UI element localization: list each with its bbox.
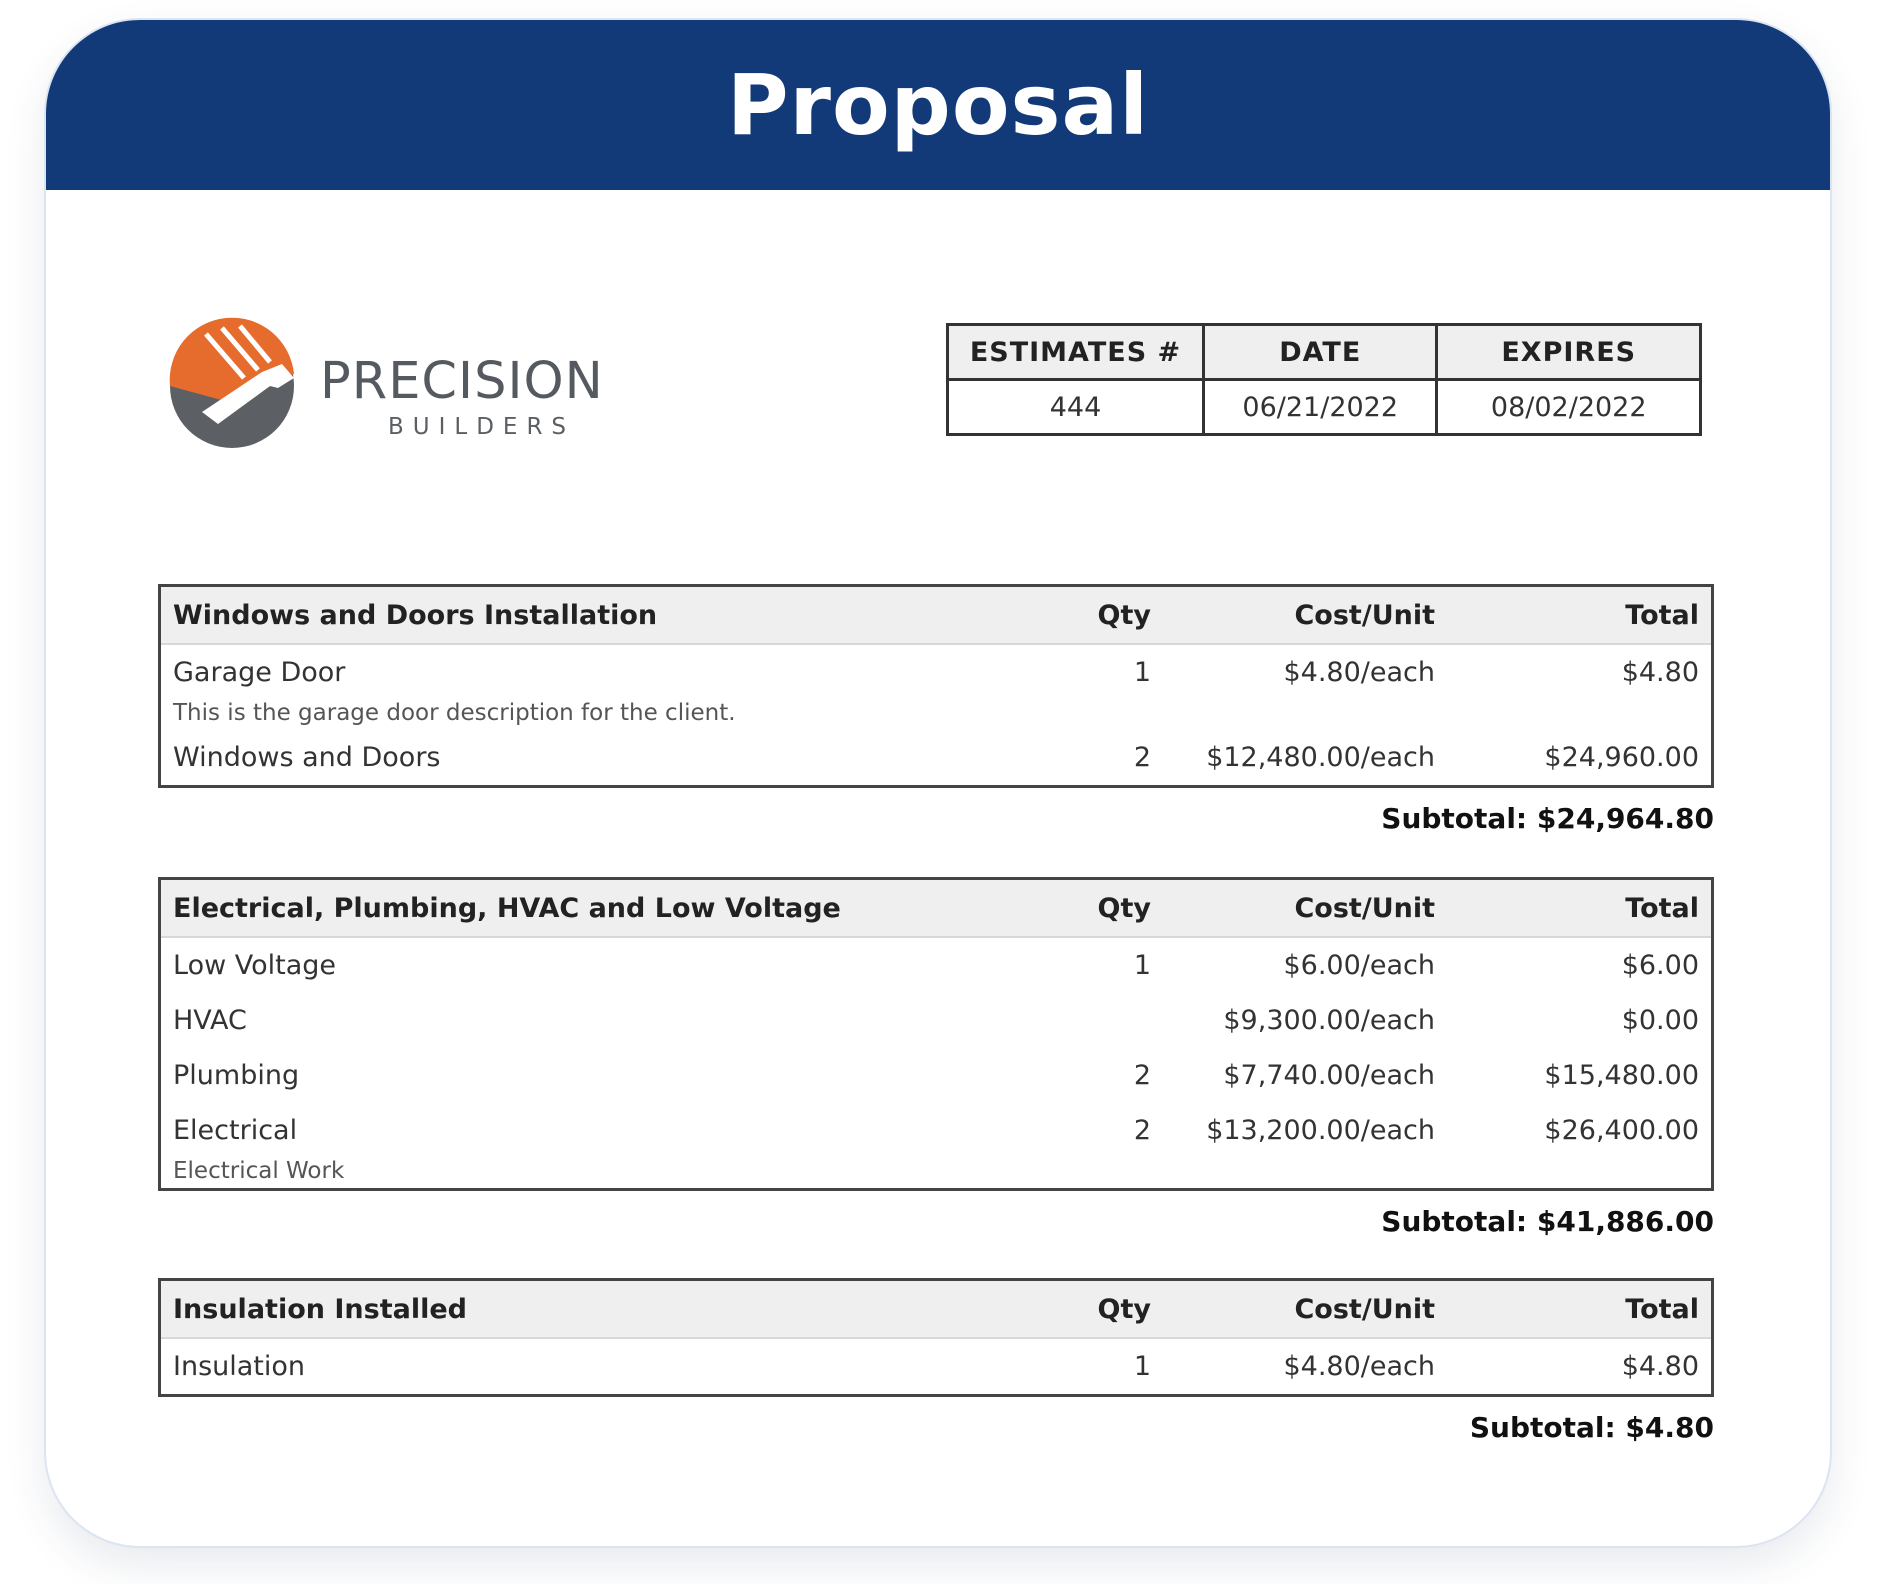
section-title: Electrical, Plumbing, HVAC and Low Voltage — [160, 879, 1050, 938]
date-value: 06/21/2022 — [1204, 380, 1437, 435]
section-subtotal: Subtotal: $24,964.80 — [1381, 802, 1714, 835]
table-row — [160, 1338, 1713, 1396]
item-cost: $13,200.00/each — [1206, 1115, 1435, 1146]
line-items-table — [158, 1278, 1714, 1397]
table-row — [160, 1103, 1713, 1158]
item-description-row — [160, 700, 1713, 730]
item-name: Garage Door — [173, 657, 346, 688]
estimate-number-header: ESTIMATES # — [948, 325, 1204, 380]
date-header: DATE — [1204, 325, 1437, 380]
item-name: Insulation — [173, 1351, 306, 1382]
qty-header: Qty — [1049, 1280, 1163, 1339]
item-description: This is the garage door description for the client. — [173, 700, 736, 726]
item-name: HVAC — [173, 1005, 247, 1036]
estimate-number-value: 444 — [948, 380, 1204, 435]
item-cost: $12,480.00/each — [1206, 742, 1435, 773]
item-name: Low Voltage — [173, 950, 337, 981]
section-subtotal: Subtotal: $41,886.00 — [1381, 1205, 1714, 1238]
cost-unit-header: Cost/Unit — [1163, 1280, 1447, 1339]
table-row — [160, 730, 1713, 787]
item-qty: 2 — [1133, 1060, 1151, 1091]
item-qty: 1 — [1133, 657, 1151, 688]
logo-subtitle: BUILDERS — [388, 414, 576, 440]
line-items-table — [158, 877, 1714, 1191]
item-name: Windows and Doors — [173, 742, 441, 773]
item-cost: $4.80/each — [1283, 657, 1435, 688]
table-header-row — [160, 879, 1713, 938]
item-qty: 2 — [1133, 1115, 1151, 1146]
logo-name: PRECISION — [320, 352, 604, 411]
item-description-row — [160, 1158, 1713, 1190]
banner-title: Proposal — [726, 56, 1149, 154]
item-total: $6.00 — [1621, 950, 1699, 981]
item-total: $4.80 — [1621, 657, 1699, 688]
section-electrical-plumbing — [158, 877, 1714, 1238]
table-row — [160, 1048, 1713, 1103]
section-title: Windows and Doors Installation — [160, 586, 1050, 645]
table-row — [160, 993, 1713, 1048]
item-description: Electrical Work — [173, 1158, 345, 1184]
item-qty: 1 — [1133, 950, 1151, 981]
item-total: $4.80 — [1621, 1351, 1699, 1382]
item-qty: 1 — [1133, 1351, 1151, 1382]
section-subtotal: Subtotal: $4.80 — [1469, 1411, 1714, 1444]
document — [46, 20, 1830, 1546]
section-windows-doors — [158, 584, 1714, 835]
total-header: Total — [1447, 1280, 1713, 1339]
table-header-row — [160, 1280, 1713, 1339]
qty-header: Qty — [1049, 879, 1163, 938]
section-insulation — [158, 1278, 1714, 1444]
item-total: $24,960.00 — [1544, 742, 1699, 773]
item-cost: $9,300.00/each — [1223, 1005, 1435, 1036]
table-row — [160, 937, 1713, 993]
total-header: Total — [1447, 586, 1713, 645]
table-header-row — [160, 586, 1713, 645]
expires-header: EXPIRES — [1437, 325, 1701, 380]
proposal-card — [44, 18, 1832, 1548]
company-logo — [166, 316, 686, 466]
section-title: Insulation Installed — [160, 1280, 1050, 1339]
item-total: $15,480.00 — [1544, 1060, 1699, 1091]
total-header: Total — [1447, 879, 1713, 938]
qty-header: Qty — [1049, 586, 1163, 645]
item-cost: $4.80/each — [1283, 1351, 1435, 1382]
item-name: Plumbing — [173, 1060, 300, 1091]
item-cost: $6.00/each — [1283, 950, 1435, 981]
item-name: Electrical — [173, 1115, 298, 1146]
item-cost: $7,740.00/each — [1223, 1060, 1435, 1091]
expires-value: 08/02/2022 — [1437, 380, 1701, 435]
cost-unit-header: Cost/Unit — [1163, 879, 1447, 938]
item-total: $0.00 — [1621, 1005, 1699, 1036]
item-qty: 2 — [1133, 742, 1151, 773]
line-items-table — [158, 584, 1714, 788]
hammer-logo-icon — [166, 316, 306, 456]
item-qty — [1049, 993, 1163, 1048]
cost-unit-header: Cost/Unit — [1163, 586, 1447, 645]
table-row — [160, 644, 1713, 700]
estimate-info-table — [946, 323, 1702, 436]
item-total: $26,400.00 — [1544, 1115, 1699, 1146]
